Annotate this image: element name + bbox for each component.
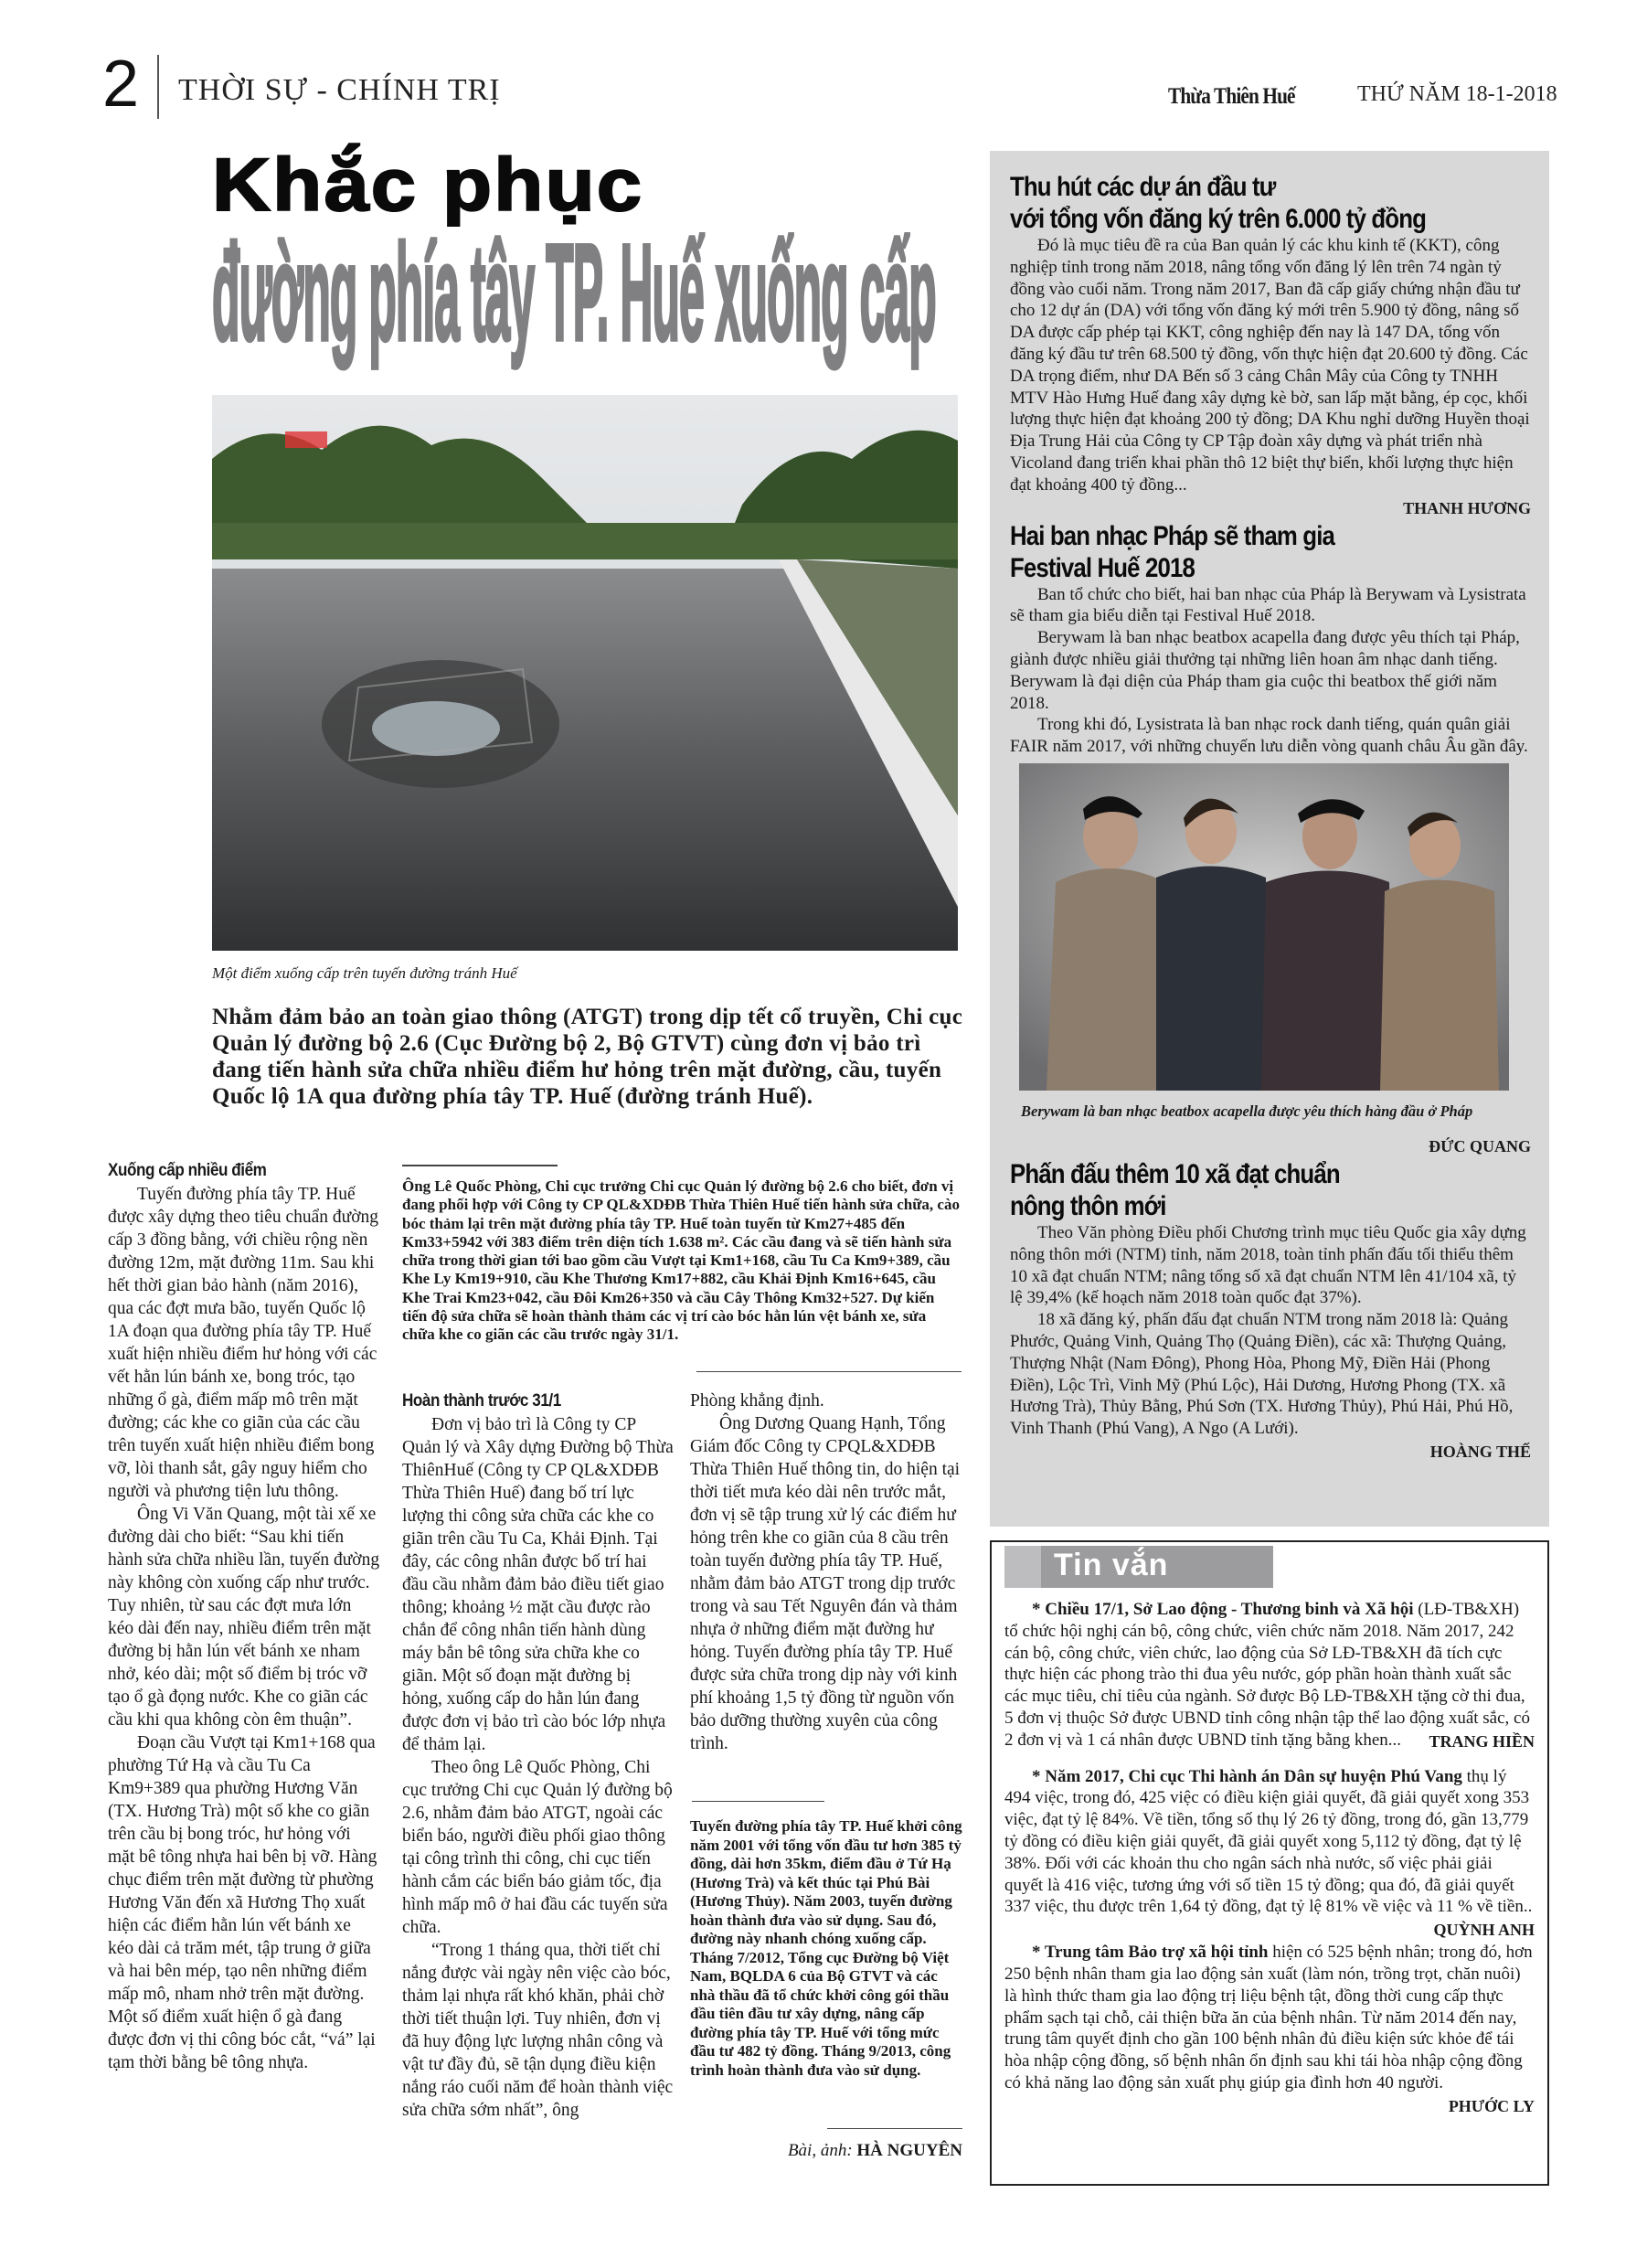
subheading: Hoàn thành trước 31/1 xyxy=(402,1391,561,1411)
issue-date: THỨ NĂM 18-1-2018 xyxy=(1357,82,1557,106)
brief-news-box xyxy=(990,1540,1549,2186)
brief-news-header xyxy=(1004,1546,1273,1588)
subheading: Xuống cấp nhiều điểm xyxy=(108,1161,267,1180)
paragraph: Tuyến đường phía tây TP. Huế được xây dựng theo tiêu chuẩn đường cấp 3 đồng bằng, với chiều rộng nền đường 12m, mặt đường 11m. Sau khi hết thời gian bảo hành (năm 2016), qua các đợt mưa bão, tuyến Quốc lộ 1A đoạn qua đường phía tây TP. Huế xuất hiện nhiều điểm hư hỏng với các vết hằn lún bánh xe, bong tróc, tạo những ổ gà, điểm mấp mô trên mặt đường; các khe co giãn của các cầu trên tuyến xuất hiện nhiều điểm bong vỡ, lòi thanh sắt, gây nguy hiểm cho người và phương tiện lưu thông. xyxy=(108,1185,379,1501)
paragraph: Trong khi đó, Lysistrata là ban nhạc rock danh tiếng, quán quân giải FAIR năm 2017, với những chuyến lưu diễn vòng quanh châu Âu gần đây. xyxy=(1010,715,1528,757)
news-item xyxy=(1010,1158,1531,1464)
info-box: Tuyến đường phía tây TP. Huế khởi công năm 2001 với tổng vốn đầu tư hơn 385 tỷ đồng, dài hơn 35km, điểm đầu ở Tứ Hạ (Hương Trà) và kết thúc tại Phú Bài (Hương Thủy). Năm 2003, tuyến đường hoàn thành đưa vào sử dụng. Sau đó, đường này nhanh chóng xuống cấp. Tháng 7/2012, Tổng cục Đường bộ Việt Nam, BQLDA 6 của Bộ GTVT và các nhà thầu đã tổ chức khởi công gói thầu đầu tiên đầu tư xây dựng, nâng cấp đường phía tây TP. Huế với tổng mức đầu tư 482 tỷ đồng. Tháng 9/2013, công trình hoàn thành đưa vào sử dụng. xyxy=(690,1817,962,2079)
photo-caption: Berywam là ban nhạc beatbox acapella được yêu thích hàng đầu ở Pháp xyxy=(1021,1102,1473,1120)
header-divider xyxy=(157,55,159,119)
news-title: Phấn đấu thêm 10 xã đạt chuẩn xyxy=(1010,1158,1340,1189)
paragraph: Theo ông Lê Quốc Phòng, Chi cục trưởng Chi cục Quản lý đường bộ 2.6, nhằm đảm bảo ATGT, ngoài các biển báo, người điều phối giao thông tại công trình thi công, chi cục tiến hành cắm các biển báo giảm tốc, địa hình mấp mô ở hai đầu các tuyến sửa chữa. xyxy=(402,1758,673,1937)
news-item xyxy=(1010,171,1531,520)
newspaper-name: Thừa Thiên Huế xyxy=(1168,84,1295,109)
paragraph: “Trong 1 tháng qua, thời tiết chỉ nắng được vài ngày nên việc cào bóc, thảm lại nhựa rất khó khăn, phải chờ thời tiết thuận lợi. Tuy nhiên, đơn vị đã huy động lực lượng nhân công và vật tư đầy đủ, sẽ tận dụng điều kiện nắng ráo cuối năm để hoàn thành việc sửa chữa sớm nhất”, ông xyxy=(402,1941,674,2120)
byline-name: HÀ NGUYÊN xyxy=(856,2141,962,2160)
news-title: với tổng vốn đăng ký trên 6.000 tỷ đồng xyxy=(1010,204,1427,234)
author: PHƯỚC LY xyxy=(1448,2096,1535,2115)
news-item xyxy=(1010,520,1531,1158)
brief-item: * Trung tâm Bảo trợ xã hội tỉnh hiện có 525 bệnh nhân; trong đó, hơn 250 bệnh nhân tham gia lao động sản xuất (làm nón, trồng trọt, chăn nuôi) là hình thức tham gia lao động trị liệu bệnh tật, đồng thời cung cấp thực phẩm sạch tại chỗ, cải thiện bữa ăn của bệnh nhân. Từ năm 2014 đến nay, trung tâm quyết định cho gần 100 bệnh nhân đủ điều kiện sức khỏe để tái hòa nhập cộng đồng, số bệnh nhân ổn định sau khi tái hòa nhập cộng đồng có khả năng lao động sản xuất phụ giúp gia đình hơn 40 người. xyxy=(1004,1943,1533,2092)
divider xyxy=(402,1165,558,1166)
brief-news-title: Tin vắn xyxy=(1054,1548,1169,1582)
paragraph: Ông Dương Quang Hạnh, Tổng Giám đốc Công ty CPQL&XDĐB Thừa Thiên Huế thông tin, do hiện tại thời tiết mưa kéo dài nên trước mắt, đơn vị sẽ tập trung xử lý các điểm hư hỏng trên khe co giãn của 8 cầu trên toàn tuyến đường phía tây TP. Huế, nhằm đảm bảo ATGT trong dịp trước trong và sau Tết Nguyên đán và thảm nhựa ở những điểm mặt đường hư hỏng. Tuyến đường phía tây TP. Huế được sửa chữa trong dịp này với kinh phí khoảng 1,5 tỷ đồng từ nguồn vốn bảo dưỡng thường xuyên của công trình. xyxy=(690,1414,961,1753)
headline-line1: Khắc phục xyxy=(212,144,644,227)
quote-box: Ông Lê Quốc Phòng, Chi cục trưởng Chi cục Quản lý đường bộ 2.6 cho biết, đơn vị đang phối hợp với Công ty CP QL&XDĐB Thừa Thiên Huế tiến hành sửa chữa, cào bóc thảm lại trên mặt đường phía tây TP. Huế toàn tuyến từ Km27+485 đến Km33+5942 với 383 điểm trên diện tích 1.638 m². Các cầu đang và sẽ tiến hành sửa chữa trong thời gian tới bao gồm cầu Vượt tại Km1+168, cầu Tu Ca Km9+389, cầu Khe Ly Km19+910, cầu Khe Thương Km17+882, cầu Khải Định Km16+645, cầu Khe Trai Km23+042, cầu Đôi Km26+350 và cầu Cây Thông Km32+527. Dự kiến tiến độ sửa chữa sẽ hoàn thành thảm các vị trí cào bóc hằn lún vệt bánh xe, sửa chữa khe co giãn các cầu trước ngày 31/1. xyxy=(402,1177,960,1344)
section-title: THỜI SỰ - CHÍNH TRỊ xyxy=(178,73,501,107)
paragraph: Ban tổ chức cho biết, hai ban nhạc của Pháp là Berywam và Lysistrata sẽ tham gia biểu diễn tại Festival Huế 2018. xyxy=(1010,584,1526,626)
paragraph: Đoạn cầu Vượt tại Km1+168 qua phường Tứ Hạ và cầu Tu Ca Km9+389 qua phường Hương Văn (TX. Hương Trà) một số khe co giãn trên cầu bị bong tróc, hư hỏng với mặt bê tông nhựa hai bên bị vỡ. Hàng chục điểm trên mặt đường từ phường Hương Văn đến xã Hương Thọ xuất hiện các điểm hằn lún vết bánh xe kéo dài cả trăm mét, tập trung ở giữa và hai bên mép, tạo nên những điểm mấp mô, nham nhở trên mặt đường. Một số điểm xuất hiện ổ gà đang được đơn vị thi công bóc cắt, “vá” lại tạm thời bằng bê tông nhựa. xyxy=(108,1733,377,2072)
author: HOÀNG THẾ xyxy=(1429,1442,1531,1461)
author: ĐỨC QUANG xyxy=(1429,1136,1531,1155)
news-title: Hai ban nhạc Pháp sẽ tham gia xyxy=(1010,520,1335,551)
author: TRANG HIỀN xyxy=(1429,1731,1535,1751)
article-column-1 xyxy=(108,1159,380,2074)
photo-caption: Một điểm xuống cấp trên tuyến đường tránh Huế xyxy=(212,964,517,982)
headline-line2: đường phía tây TP. Huế xuống cấp xyxy=(212,216,936,370)
divider xyxy=(692,1801,824,1802)
band-photo xyxy=(1019,763,1509,1091)
divider xyxy=(696,1371,962,1372)
paragraph: Phòng khẳng định. xyxy=(690,1391,824,1411)
paragraph: Đơn vị bảo trì là Công ty CP Quản lý và Xây dựng Đường bộ Thừa ThiênHuế (Công ty CP QL&XDĐB Thừa Thiên Huế) đang bố trí lực lượng thi công sửa chữa các khe co giãn trên cầu Tu Ca, Khải Định. Tại đây, các công nhân được bố trí hai đầu cầu nhằm đảm bảo điều tiết giao thông; khoảng ½ mặt cầu được rào chắn để công nhân tiến hành dùng máy bắn bê tông sửa chữa khe co giãn. Một số đoạn mặt đường bị hỏng, xuống cấp do hằn lún đang được đơn vị bảo trì cào bóc lớp nhựa để thảm lại. xyxy=(402,1415,674,1754)
paragraph: Ông Vi Văn Quang, một tài xế xe đường dài cho biết: “Sau khi tiến hành sửa chữa nhiều lần, tuyến đường này không còn xuống cấp như trước. Tuy nhiên, từ sau các đợt mưa lớn kéo dài đến nay, nhiều điểm trên mặt đường bị hằn lún vết bánh xe nham nhở, kéo dài; một số điểm bị tróc vỡ tạo ổ gà đọng nước. Khe co giãn các cầu khi qua không còn êm thuận”. xyxy=(108,1505,380,1730)
news-title: Thu hút các dự án đầu tư xyxy=(1010,172,1276,202)
news-sidebar xyxy=(990,151,1549,1527)
author: THANH HƯƠNG xyxy=(1403,498,1531,517)
brief-item: * Chiều 17/1, Sở Lao động - Thương binh và Xã hội (LĐ-TB&XH) tổ chức hội nghị cán bộ, công chức, viên chức năm 2018. Năm 2017, 242 cán bộ, công chức, viên chức, lao động của Sở LĐ-TB&XH đã tích cực thực hiện các phong trào thi đua yêu nước, góp phần hoàn thành xuất sắc các mục tiêu, chỉ tiêu của ngành. Sở được Bộ LĐ-TB&XH tặng cờ thi đua, 5 đơn vị thuộc Sở được UBND tỉnh công nhận tập thể lao động xuất sắc, có 2 đơn vị và 1 cá nhân được UBND tỉnh tặng bằng khen... xyxy=(1004,1600,1530,1750)
byline xyxy=(690,2141,962,2161)
paragraph: Đó là mục tiêu đề ra của Ban quản lý các khu kinh tế (KKT), công nghiệp tỉnh trong năm 2018, nâng tổng vốn đăng lý lên trên 74 ngàn tỷ đồng vào cuối năm. Trong năm 2017, Ban đã cấp giấy chứng nhận đầu tư cho 12 dự án (DA) với tổng vốn đăng ký mới trên 5.900 tỷ đồng, nâng số DA được cấp phép tại KKT, công nghiệp đến nay là 147 DA, tổng vốn đăng ký đầu tư trên 68.500 tỷ đồng, vốn thực hiện đạt 20.600 tỷ đồng. Các DA trọng điểm, như DA Bến số 3 cảng Chân Mây của Công ty TNHH MTV Hào Hưng Huế đang xây dựng kè bờ, san lấp mặt bằng, ép cọc, khối lượng thực hiện đạt khoảng 200 tỷ đồng; DA Khu nghỉ dưỡng Huyền thoại Địa Trung Hải của Công ty CP Tập đoàn xây dựng và phát triển nhà Vicoland đang triển khai phần thô 12 biệt thự biển, khối lượng thực hiện đạt khoảng 400 tỷ đồng... xyxy=(1010,236,1530,495)
paragraph: 18 xã đăng ký, phấn đấu đạt chuẩn NTM trong năm 2018 là: Quảng Phước, Quảng Vinh, Quảng Thọ (Quảng Điền), các xã: Thượng Quảng, Thượng Nhật (Nam Đông), Phong Hòa, Phong Mỹ, Điền Hải (Phong Điền), Lộc Trì, Vinh Mỹ (Phú Lộc), Hải Dương, Hương Phong (TX. xã Hương Trà), Thủy Bằng, Phú Sơn (TX. Hương Thủy), Phú Hải, Phú Hồ, Vinh Thanh (Phú Vang), A Ngo (A Lưới). xyxy=(1010,1310,1514,1439)
byline-prefix: Bài, ảnh: xyxy=(787,2141,853,2160)
divider xyxy=(827,2128,962,2129)
road-photo xyxy=(212,395,958,951)
paragraph: Theo Văn phòng Điều phối Chương trình mục tiêu Quốc gia xây dựng nông thôn mới (NTM) tỉnh, năm 2018, toàn tỉnh phấn đấu tối thiểu thêm 10 xã đạt chuẩn NTM; nâng tổng số xã đạt chuẩn NTM lên 41/104 xã, tỷ lệ 39,4% (kế hoạch năm 2018 toàn quốc đạt 37%). xyxy=(1010,1222,1526,1308)
article-lead: Nhằm đảm bảo an toàn giao thông (ATGT) trong dịp tết cổ truyền, Chi cục Quản lý đường bộ 2.6 (Cục Đường bộ 2, Bộ GTVT) cùng đơn vị bảo trì đang tiến hành sửa chữa nhiều điểm hư hỏng trên mặt đường, cầu, tuyến Quốc lộ 1A qua đường phía tây TP. Huế (đường tránh Huế). xyxy=(212,1005,963,1109)
article-column-3 xyxy=(690,1390,962,1755)
news-title: nông thôn mới xyxy=(1010,1190,1166,1221)
brief-item: * Năm 2017, Chi cục Thi hành án Dân sự huyện Phú Vang thụ lý 494 việc, trong đó, 425 việc có điều kiện giải quyết, đã giải quyết xong 353 việc, đạt tỷ lệ 84%. Về tiền, tổng số thụ lý 26 tỷ đồng, trong đó, gần 13,779 tỷ đồng có điều kiện giải quyết, đã giải quyết xong 5,112 tỷ đồng, đạt tỷ lệ 38%. Đối với các khoản thu cho ngân sách nhà nước, số việc phải giải quyết là 416 việc, tương ứng với số tiền 15 tỷ đồng; qua đó, đã giải quyết 337 việc, thu được trên 1,64 tỷ đồng, đạt tỷ lệ 81% về việc và 11 % về tiền.. xyxy=(1004,1766,1533,1917)
article-column-2 xyxy=(402,1390,675,2122)
paragraph: Berywam là ban nhạc beatbox acapella đang được yêu thích tại Pháp, giành được nhiều giải thưởng tại những liên hoan âm nhạc danh tiếng. Berywam là đại diện của Pháp tham gia cuộc thi beatbox thế giới năm 2018. xyxy=(1010,628,1520,713)
page-number: 2 xyxy=(102,48,140,121)
author: QUỲNH ANH xyxy=(1433,1921,1535,1940)
news-title: Festival Huế 2018 xyxy=(1010,552,1195,583)
